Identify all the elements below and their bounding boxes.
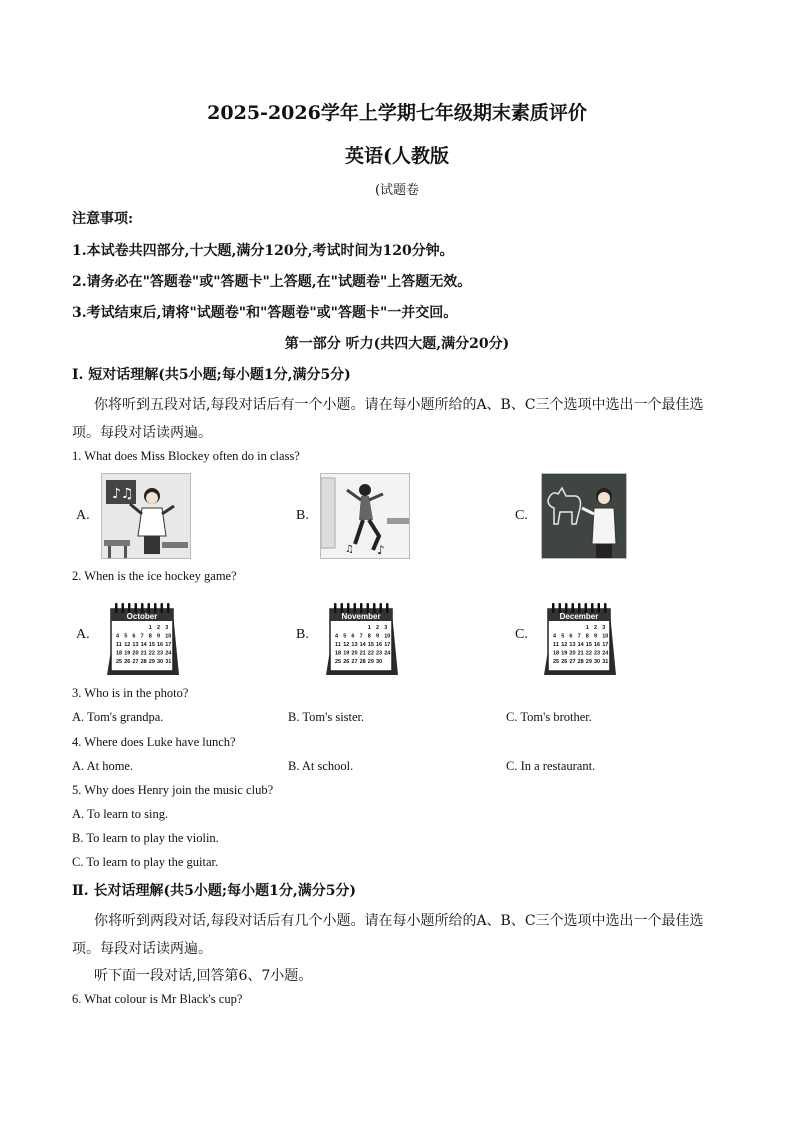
question-4: 4. Where does Luke have lunch? (72, 735, 236, 749)
calendar-day: 16 (594, 642, 601, 648)
calendar-day: 21 (359, 650, 366, 657)
calendar-day: 12 (124, 642, 131, 648)
note-item-1: 1.本试卷共四部分,十大题,满分120分,考试时间为120分钟。 (72, 243, 454, 259)
calendar-day: 7 (577, 633, 581, 640)
calendar-day: 22 (585, 650, 592, 657)
calendar-day: 3 (384, 625, 388, 631)
calendar-day: 28 (577, 659, 584, 665)
q4-option-b: B. At school. (288, 759, 354, 773)
question-6: 6. What colour is Mr Black's cup? (72, 992, 243, 1006)
calendar-day: 28 (140, 659, 147, 665)
q2-option-b-label: B. (296, 627, 309, 642)
calendar-day: 25 (553, 659, 560, 665)
note-item-2: 2.请务必在"答题卷"或"答题卡"上答题,在"试题卷"上答题无效。 (72, 274, 472, 290)
calendar-day: 22 (148, 650, 155, 657)
calendar-day: 13 (569, 642, 576, 648)
notes-heading: 注意事项: (72, 211, 134, 227)
calendar-day: 12 (343, 642, 350, 648)
q3-option-b: B. Tom's sister. (288, 710, 365, 724)
calendar-day: 24 (165, 650, 172, 657)
calendar-day: 15 (367, 642, 374, 648)
calendar-day: 18 (116, 650, 123, 657)
svg-text:♫: ♫ (345, 544, 354, 555)
calendar-day: 17 (384, 642, 391, 648)
q2-option-a-label: A. (76, 627, 90, 642)
calendar-day: 15 (148, 642, 155, 648)
calendar-day: 11 (116, 642, 122, 648)
calendar-day: 18 (553, 650, 560, 657)
calendar-day: 29 (148, 659, 155, 665)
svg-text:♪: ♪ (377, 543, 385, 557)
calendar-day: 5 (561, 633, 565, 640)
calendar-day: 9 (376, 633, 380, 640)
calendar-month-label: October (126, 612, 158, 621)
section2-instruction-line2: 项。每段对话读两遍。 (72, 941, 212, 957)
calendar-day: 23 (376, 650, 383, 657)
calendar-day: 20 (569, 650, 576, 657)
calendar-november-image (322, 591, 400, 677)
question-5: 5. Why does Henry join the music club? (72, 783, 274, 797)
calendar-day: 18 (335, 650, 342, 657)
question-2: 2. When is the ice hockey game? (72, 569, 237, 583)
calendar-day: 26 (561, 659, 568, 665)
calendar-ring (115, 603, 118, 613)
q5-option-b: B. To learn to play the violin. (72, 831, 219, 845)
section1-instruction-line2: 项。每段对话读两遍。 (72, 425, 212, 441)
calendar-day: 13 (132, 642, 139, 648)
calendar-day: 9 (157, 633, 161, 640)
calendar-day: 21 (577, 650, 584, 657)
calendar-day: 16 (157, 642, 164, 648)
dancing-girl-image (320, 473, 410, 559)
calendar-day: 25 (335, 659, 342, 665)
part1-heading: 第一部分 听力(共四大题,满分20分) (284, 336, 510, 352)
calendar-day: 30 (157, 659, 164, 665)
calendar-ring (167, 603, 170, 613)
svg-text:♪♫: ♪♫ (112, 486, 134, 502)
section2-instruction-line1: 你将听到两段对话,每段对话后有几个小题。请在每小题所给的A、B、C三个选项中选出一个最佳选 (94, 913, 704, 929)
calendar-day: 26 (343, 659, 350, 665)
calendar-month-label: November (341, 612, 381, 621)
calendar-day: 20 (351, 650, 358, 657)
calendar-day: 4 (116, 633, 120, 640)
calendar-day: 4 (553, 633, 557, 640)
calendar-day: 14 (359, 642, 366, 648)
calendar-ring (386, 603, 389, 613)
calendar-day: 28 (359, 659, 366, 665)
calendar-day: 5 (343, 633, 347, 640)
calendar-day: 24 (384, 650, 391, 657)
calendar-day: 2 (594, 625, 598, 631)
calendar-day: 6 (132, 633, 136, 640)
calendar-day: 30 (594, 659, 601, 665)
question-1: 1. What does Miss Blockey often do in class? (72, 449, 300, 463)
section2-heading: Ⅱ. 长对话理解(共5小题;每小题1分,满分5分) (72, 883, 357, 899)
q2-option-c-label: C. (515, 627, 528, 642)
calendar-day: 16 (376, 642, 383, 648)
calendar-day: 27 (132, 659, 139, 665)
calendar-day: 20 (132, 650, 139, 657)
calendar-october-image (103, 591, 181, 677)
q1-option-a-label: A. (76, 508, 90, 523)
calendar-day: 8 (367, 633, 371, 640)
section2-sub-instruction: 听下面一段对话,回答第6、7小题。 (94, 968, 313, 984)
calendar-day: 2 (376, 625, 380, 631)
calendar-day: 31 (602, 659, 609, 665)
calendar-day: 31 (165, 659, 172, 665)
calendar-ring (161, 603, 164, 613)
calendar-day: 11 (553, 642, 559, 648)
calendar-day: 29 (585, 659, 592, 665)
section1-heading: Ⅰ. 短对话理解(共5小题;每小题1分,满分5分) (72, 367, 351, 383)
section1-instruction-line1: 你将听到五段对话,每段对话后有一个小题。请在每小题所给的A、B、C三个选项中选出一个最佳选 (94, 397, 704, 413)
q4-option-c: C. In a restaurant. (506, 759, 596, 773)
calendar-day: 1 (585, 625, 589, 631)
calendar-day: 19 (343, 650, 350, 657)
calendar-day: 10 (602, 633, 609, 640)
q3-option-c: C. Tom's brother. (506, 710, 592, 724)
calendar-day: 6 (569, 633, 573, 640)
q5-option-c: C. To learn to play the guitar. (72, 855, 219, 869)
calendar-day: 14 (577, 642, 584, 648)
q1-option-c-label: C. (515, 508, 528, 523)
calendar-december-image (540, 591, 618, 677)
calendar-ring (552, 603, 555, 613)
calendar-month-label: December (559, 612, 599, 621)
calendar-day: 10 (165, 633, 172, 640)
calendar-day: 27 (351, 659, 358, 665)
calendar-day: 1 (148, 625, 152, 631)
calendar-day: 6 (351, 633, 355, 640)
calendar-day: 17 (602, 642, 609, 648)
calendar-day: 7 (359, 633, 363, 640)
paper-type: (试题卷 (374, 183, 420, 198)
calendar-day: 7 (140, 633, 144, 640)
q4-option-a: A. At home. (72, 759, 134, 773)
note-item-3: 3.考试结束后,请将"试题卷"和"答题卷"或"答题卡"一并交回。 (72, 305, 458, 321)
calendar-day: 21 (140, 650, 147, 657)
calendar-day: 8 (585, 633, 589, 640)
calendar-day: 1 (367, 625, 371, 631)
calendar-day: 19 (124, 650, 131, 657)
calendar-day: 23 (157, 650, 164, 657)
calendar-day: 17 (165, 642, 172, 648)
calendar-day: 25 (116, 659, 123, 665)
calendar-day: 3 (602, 625, 606, 631)
calendar-day: 22 (367, 650, 374, 657)
calendar-day: 12 (561, 642, 568, 648)
exam-title: 2025-2026学年上学期七年级期末素质评价 (207, 102, 587, 124)
q1-option-b-label: B. (296, 508, 309, 523)
calendar-ring (604, 603, 607, 613)
calendar-day: 13 (351, 642, 358, 648)
calendar-day: 14 (140, 642, 147, 648)
calendar-day: 15 (585, 642, 592, 648)
calendar-day: 5 (124, 633, 128, 640)
teacher-drawing-image (541, 473, 627, 559)
q5-option-a: A. To learn to sing. (72, 807, 169, 821)
calendar-day: 10 (384, 633, 391, 640)
calendar-day: 29 (367, 659, 374, 665)
calendar-day: 2 (157, 625, 161, 631)
calendar-day: 26 (124, 659, 131, 665)
calendar-day: 9 (594, 633, 598, 640)
calendar-day: 3 (165, 625, 169, 631)
calendar-day: 30 (376, 659, 383, 665)
q3-option-a: A. Tom's grandpa. (72, 710, 164, 724)
calendar-ring (334, 603, 337, 613)
question-3: 3. Who is in the photo? (72, 686, 189, 700)
calendar-day: 4 (335, 633, 339, 640)
calendar-day: 27 (569, 659, 576, 665)
singing-teacher-image (101, 473, 191, 559)
calendar-day: 11 (335, 642, 341, 648)
exam-subtitle: 英语(人教版 (345, 145, 449, 167)
calendar-day: 23 (594, 650, 601, 657)
calendar-day: 19 (561, 650, 568, 657)
calendar-day: 24 (602, 650, 609, 657)
calendar-ring (122, 603, 125, 613)
calendar-day: 8 (148, 633, 152, 640)
